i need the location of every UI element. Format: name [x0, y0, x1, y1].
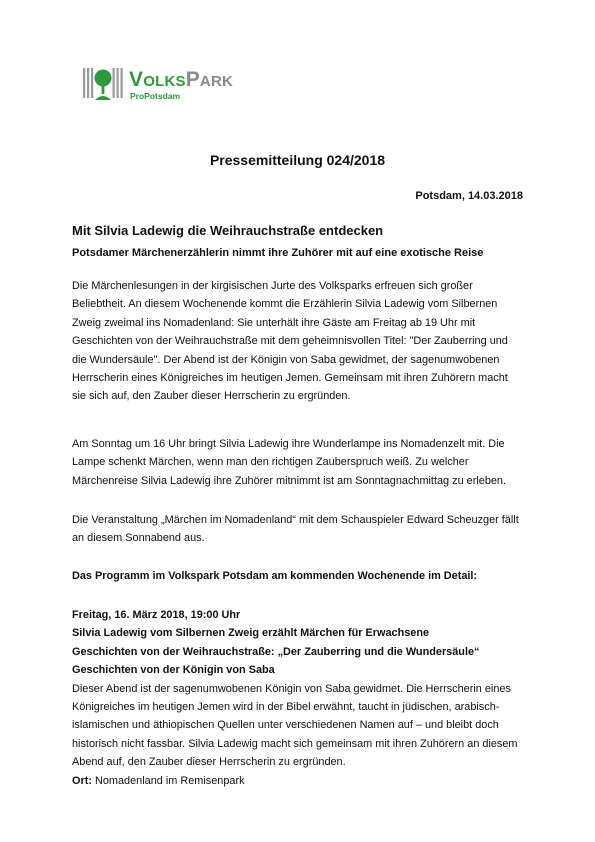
event-details	[72, 606, 532, 790]
press-release-title: Pressemitteilung 024/2018	[209, 152, 386, 168]
text-line: Abend auf, den Zauber dieser Herrscherin zu ergründen.	[72, 756, 346, 769]
program-heading: Das Programm im Volkspark Potsdam am kommenden Wochenende im Detail:	[72, 570, 478, 582]
text-line: islamischen und äthiopischen Quellen unter verschiedenen Namen auf – und bleibt doch	[72, 719, 499, 732]
event-location	[72, 772, 532, 790]
volkspark-logo	[83, 66, 253, 106]
location-value: Nomadenland im Remisenpark	[95, 774, 245, 787]
event-subtitle: Geschichten von der Weihrauchstraße: „Der Zauberring und die Wundersäule“	[72, 645, 480, 658]
paragraph-2	[72, 435, 532, 490]
text-line: Geschichten von der Weihrauchstraße mit dem geheimnisvollen Titel: "Der Zauberring und	[72, 335, 508, 348]
volkspark-logo-icon	[83, 66, 123, 102]
text-line: Am Sonntag um 16 Uhr bringt Silvia Ladewig ihre Wunderlampe ins Nomadenzelt mit. Die	[72, 438, 505, 450]
text-line: Zweig zweimal ins Nomadenland: Sie unterhält ihre Gäste am Freitag ab 19 Uhr mit	[72, 316, 476, 329]
dateline: Potsdam, 14.03.2018	[415, 190, 523, 202]
text-line: Dieser Abend ist der sagenumwobenen Königin von Saba gewidmet. Die Herrscherin eines	[72, 682, 511, 695]
event-title: Silvia Ladewig vom Silbernen Zweig erzählt Märchen für Erwachsene	[72, 627, 430, 640]
text-line: Die Veranstaltung „Märchen im Nomadenland“ mit dem Schauspieler Edward Scheuzger fällt	[72, 514, 519, 526]
text-line: Lampe schenkt Märchen, wenn man den richtigen Zauberspruch weiß. Zu welcher	[72, 456, 469, 469]
text-line: an diesem Sonnabend aus.	[72, 532, 205, 545]
logo-subtitle: ProPotsdam	[130, 91, 181, 101]
logo-brand-name: VOLKSPARK	[129, 68, 234, 91]
event-date: Freitag, 16. März 2018, 19:00 Uhr	[72, 609, 241, 621]
text-line: die Wundersäule". Der Abend ist der Königin von Saba gewidmet, der sagenumwobenen	[72, 353, 500, 366]
location-label: Ort:	[72, 774, 92, 787]
text-line: Märchenreise Silvia Ladewig ihre Zuhörer mitnimmt ist am Sonntagnachmittag zu erleben.	[72, 474, 507, 487]
text-line: Herrscherin eines Königreiches im heutigen Jemen. Gemeinsam mit ihren Zuhörern macht	[72, 372, 508, 385]
text-line: Königreiches im heutigen Jemen wird in der Bibel erwähnt, taucht in jüdischen, arabisch-	[72, 701, 500, 714]
subheadline: Potsdamer Märchenerzählerin nimmt ihre Zuhörer mit auf eine exotische Reise	[72, 247, 484, 259]
text-line: sie sich auf, den Zauber dieser Herrscherin zu ergründen.	[72, 390, 351, 403]
event-theme: Geschichten von der Königin von Saba	[72, 664, 275, 677]
text-line: Beliebtheit. An diesem Wochenende kommt die Erzählerin Silvia Ladewig vom Silbernen	[72, 298, 498, 311]
paragraph-1	[72, 277, 532, 406]
text-line: historisch nicht fassbar. Silvia Ladewig macht sich gemeinsam mit ihren Zuhörern an diesem	[72, 737, 518, 750]
paragraph-3	[72, 511, 532, 548]
text-line: Die Märchenlesungen in der kirgisischen Jurte des Volksparks erfreuen sich großer	[72, 280, 473, 292]
headline: Mit Silvia Ladewig die Weihrauchstraße entdecken	[72, 223, 384, 238]
